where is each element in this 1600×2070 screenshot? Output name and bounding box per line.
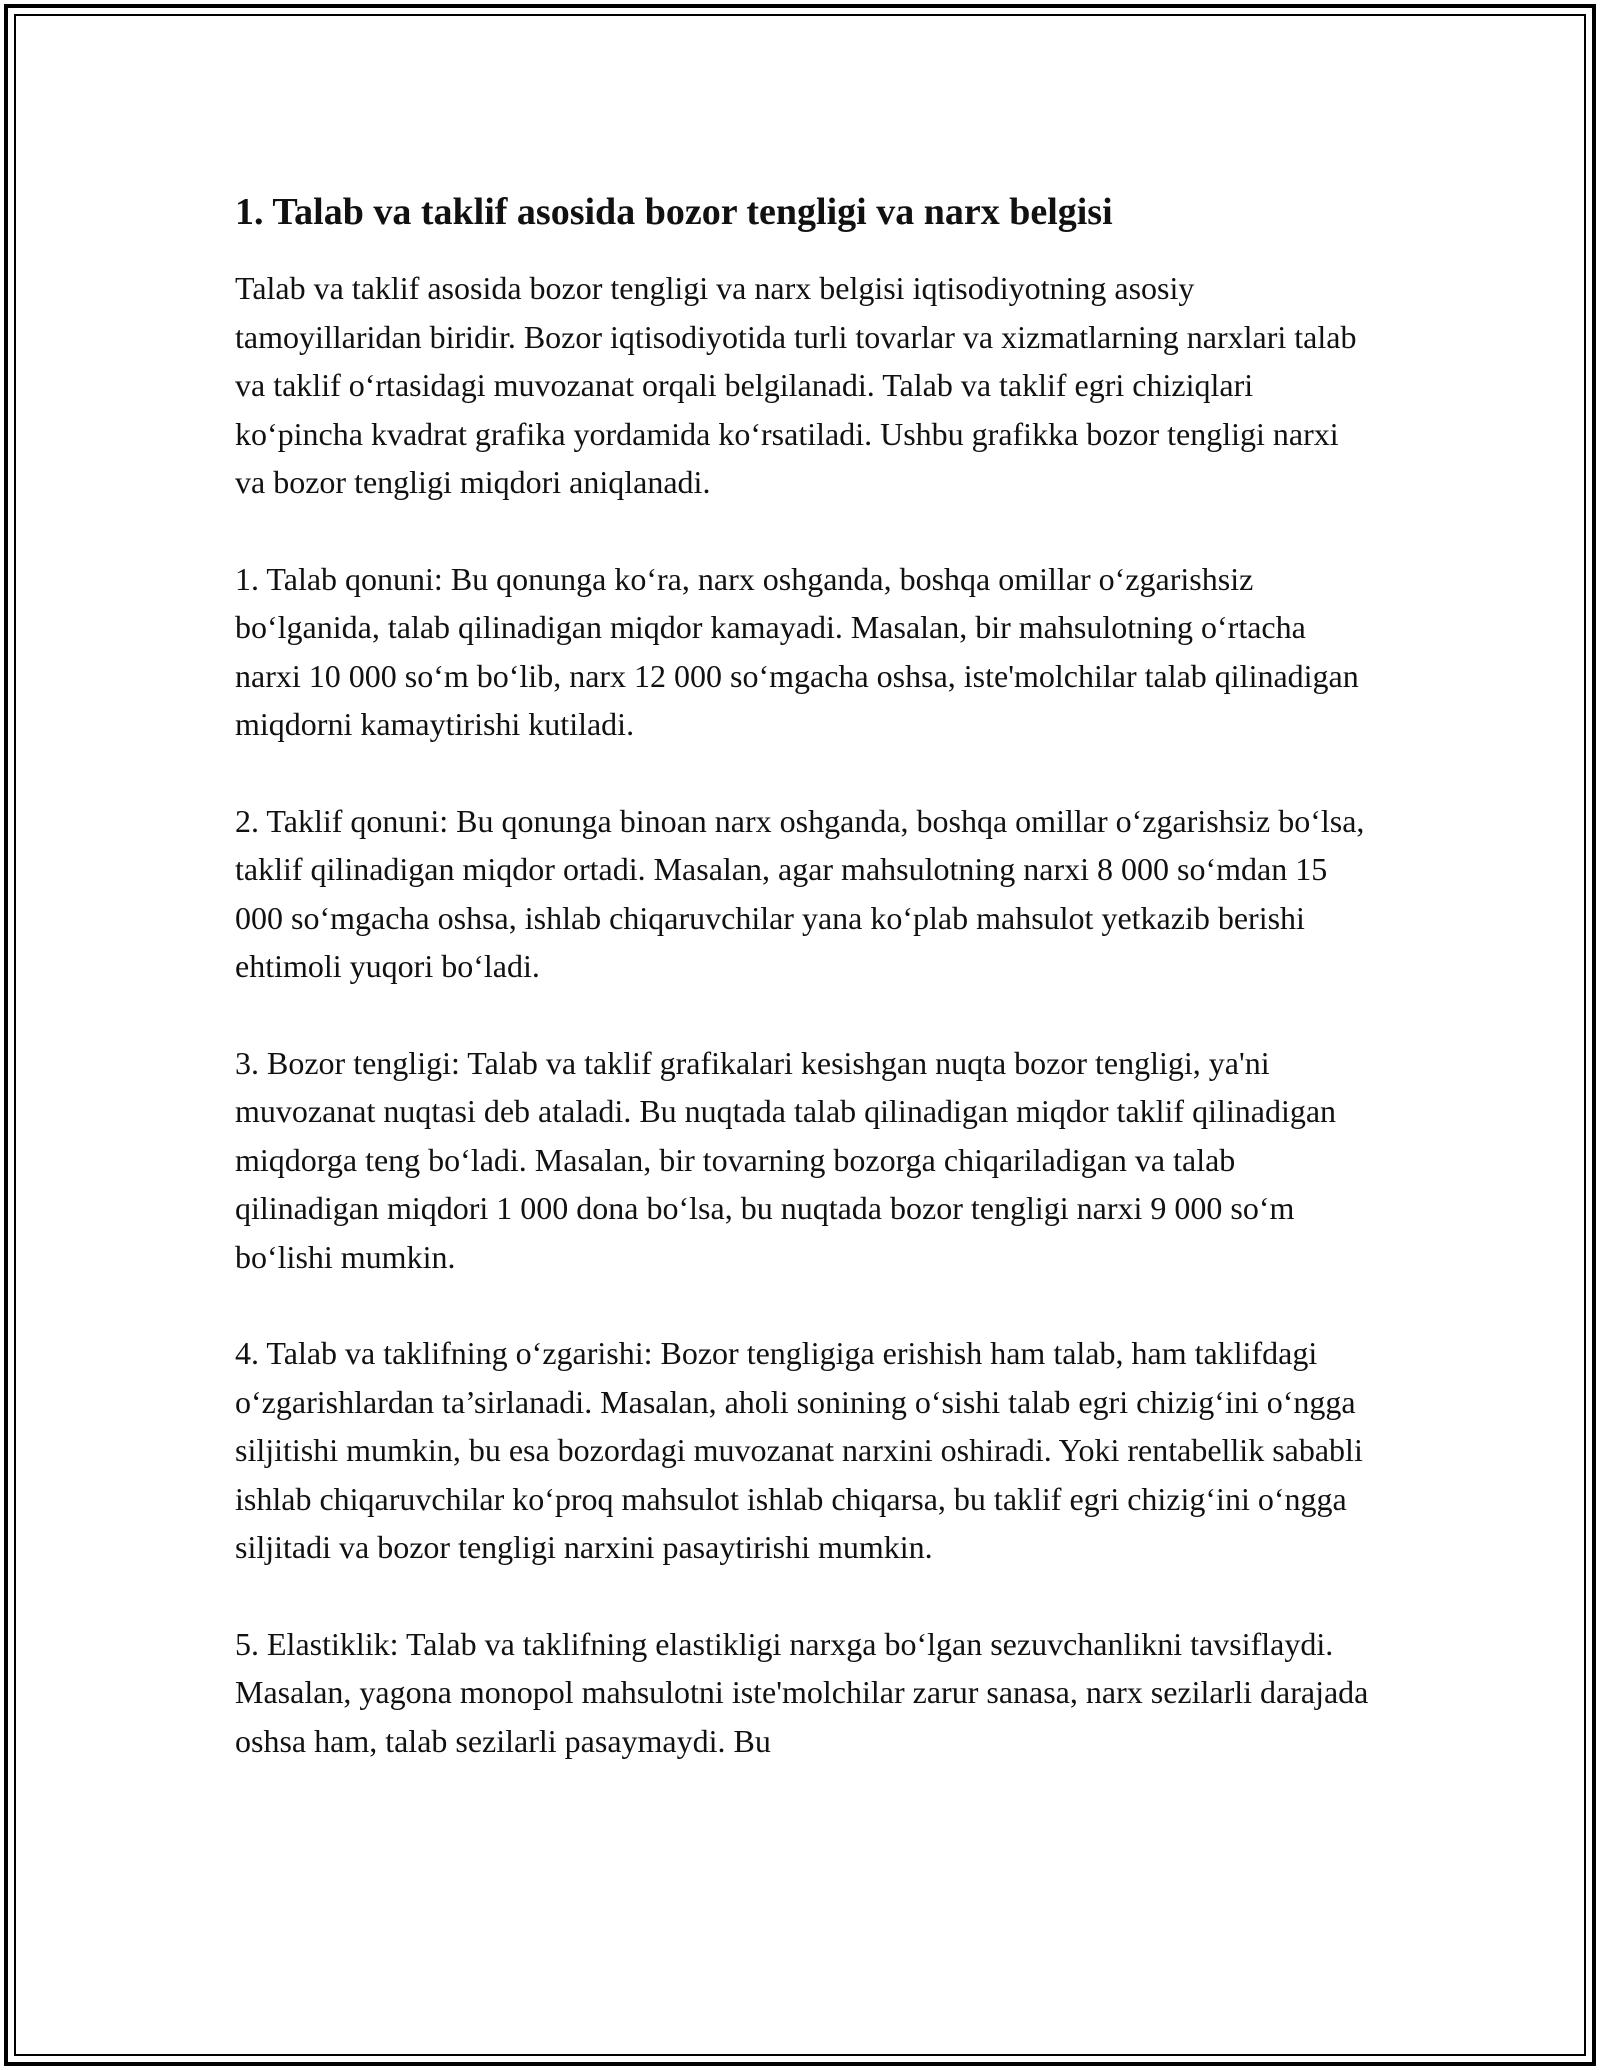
paragraph-market-equilibrium: 3. Bozor tengligi: Talab va taklif grafikalari kesishgan nuqta bozor tengligi, ya'ni muvozanat nuqtasi deb ataladi. Bu nuqtada talab qilinadigan miqdor taklif qilinadigan miqdorga teng bo‘ladi. Masalan, bir tovarning bozorga chiqariladigan va talab qilinadigan miqdori 1 000 dona bo‘lsa, bu nuqtada bozor tengligi narxi 9 000 so‘m bo‘lishi mumkin.: [235, 1044, 1337, 1275]
document-body: [235, 186, 1375, 1813]
intro-paragraph: Talab va taklif asosida bozor tengligi va narx belgisi iqtisodiyotning asosiy tamoyillaridan biridir. Bozor iqtisodiyotida turli tovarlar va xizmatlarning narxlari talab va taklif o‘rtasidagi muvozanat orqali belgilanadi. Talab va taklif egri chiziqlari ko‘pincha kvadrat grafika yordamida ko‘rsatiladi. Ushbu grafikka bozor tengligi narxi va bozor tengligi miqdori aniqlanadi.: [235, 270, 1357, 500]
section-title: 1. Talab va taklif asosida bozor tengligi va narx belgisi: [235, 191, 1113, 233]
paragraph-elasticity: 5. Elastiklik: Talab va taklifning elastikligi narxga bo‘lgan sezuvchanlikni tavsiflaydi. Masalan, yagona monopol mahsulotni iste'molchilar zarur sanasa, narx sezilarli darajada oshsa ham, talab sezilarli pasaymaydi. Bu: [235, 1625, 1369, 1759]
paragraph-demand-law: 1. Talab qonuni: Bu qonunga ko‘ra, narx oshganda, boshqa omillar o‘zgarishsiz bo‘lganida, talab qilinadigan miqdor kamayadi. Masalan, bir mahsulotning o‘rtacha narxi 10 000 so‘m bo‘lib, narx 12 000 so‘mgacha oshsa, iste'molchilar talab qilinadigan miqdorni kamaytirishi kutiladi.: [235, 560, 1359, 742]
paragraph-demand-supply-change: 4. Talab va taklifning o‘zgarishi: Bozor tengligiga erishish ham talab, ham taklifdagi o‘zgarishlardan ta’sirlanadi. Masalan, aholi sonining o‘sishi talab egri chizig‘ini o‘ngga siljitishi mumkin, bu esa bozordagi muvozanat narxini oshiradi. Yoki rentabellik sababli ishlab chiqaruvchilar ko‘proq mahsulot ishlab chiqarsa, bu taklif egri chizig‘ini o‘ngga siljitadi va bozor tengligi narxini pasaytirishi mumkin.: [235, 1335, 1363, 1565]
paragraph-supply-law: 2. Taklif qonuni: Bu qonunga binoan narx oshganda, boshqa omillar o‘zgarishsiz bo‘lsa, taklif qilinadigan miqdor ortadi. Masalan, agar mahsulotning narxi 8 000 so‘mdan 15 000 so‘mgacha oshsa, ishlab chiqaruvchilar yana ko‘plab mahsulot yetkazib berishi ehtimoli yuqori bo‘ladi.: [235, 802, 1365, 984]
